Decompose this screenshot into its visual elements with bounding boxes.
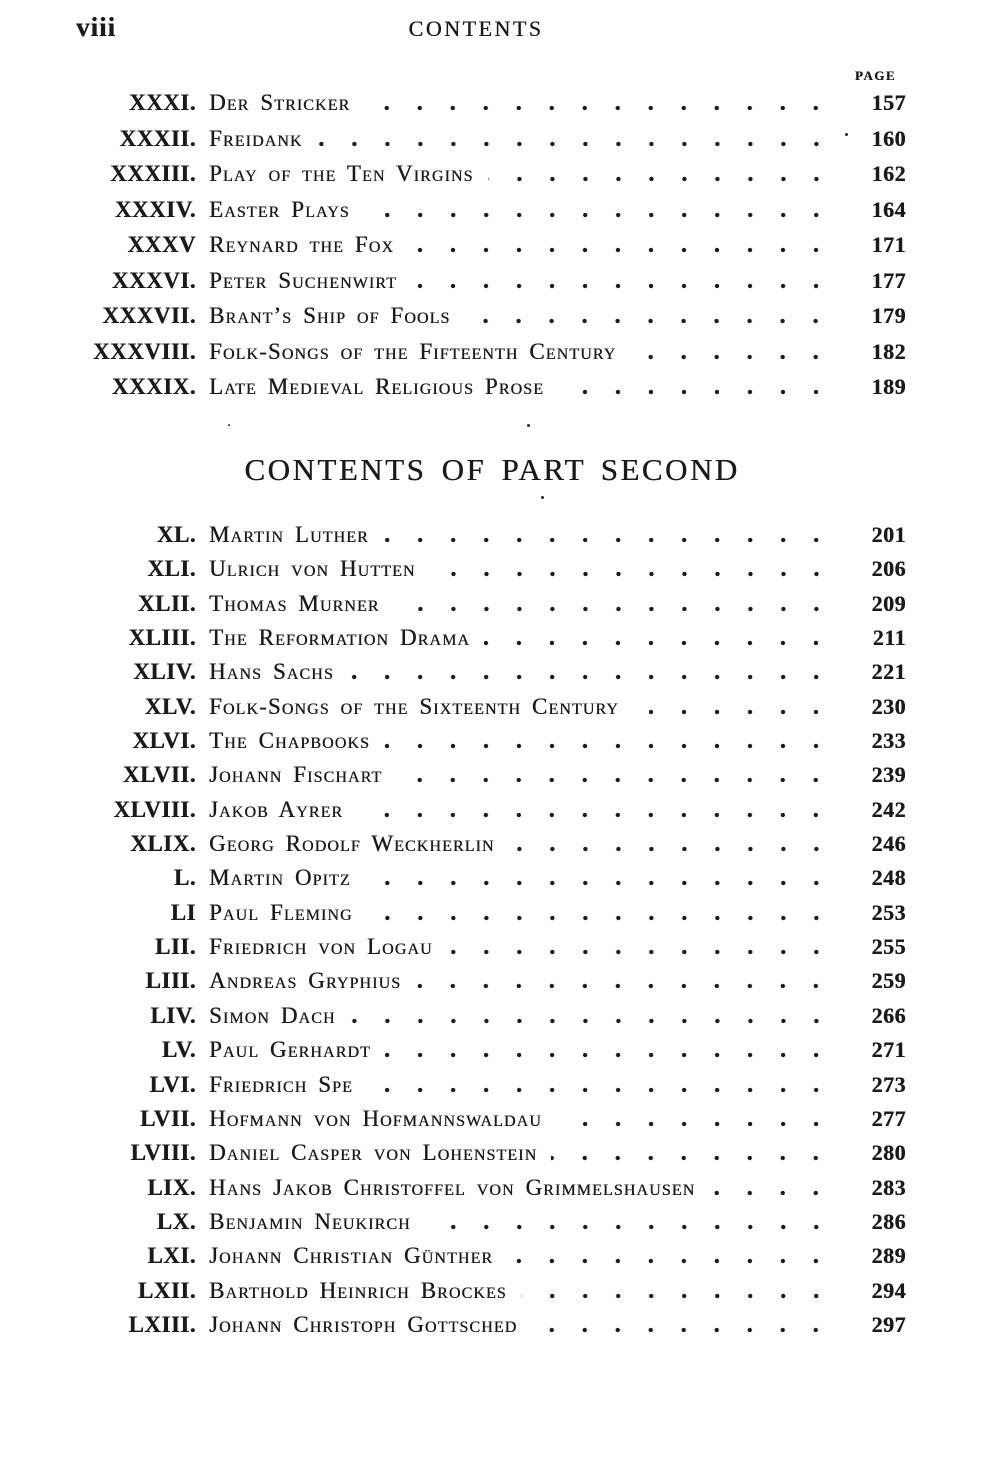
chapter-title: Benjamin Neukirch	[209, 1208, 411, 1234]
chapter-page-number: 206	[871, 556, 906, 582]
chapter-numeral: XLII.	[137, 590, 196, 616]
chapter-title: The Reformation Drama	[209, 625, 471, 651]
chapter-numeral: XLIV.	[133, 659, 196, 685]
chapter-page-number: 179	[871, 303, 906, 328]
toc-entry-row	[78, 793, 906, 827]
chapter-page-number: 230	[871, 693, 906, 719]
chapter-title: Paul Fleming	[209, 899, 353, 925]
chapter-numeral: LVIII.	[130, 1140, 196, 1166]
chapter-numeral: XL.	[156, 522, 196, 547]
chapter-page-number: 164	[871, 196, 906, 222]
chapter-page-number: 283	[871, 1174, 906, 1200]
chapter-page-number: 182	[871, 338, 906, 364]
chapter-title: Freidank	[209, 125, 303, 151]
toc-entry-row	[78, 587, 906, 621]
toc-entry-row	[78, 298, 906, 334]
toc-entry-row	[78, 999, 906, 1033]
scan-speck	[541, 496, 544, 499]
chapter-title: Friedrich von Logau	[209, 934, 433, 960]
chapter-title: Johann Fischart	[209, 762, 383, 788]
chapter-page-number: 286	[871, 1208, 906, 1234]
chapter-numeral: LIX.	[147, 1174, 196, 1200]
chapter-numeral: XLI.	[147, 556, 196, 582]
toc-entry-row	[78, 861, 906, 895]
chapter-numeral: LXI.	[147, 1243, 196, 1269]
toc-entry-row	[78, 724, 906, 758]
chapter-page-number: 157	[871, 90, 906, 115]
toc-entry-row	[78, 1068, 906, 1102]
chapter-title: Daniel Casper von Lohenstein	[209, 1140, 538, 1166]
toc-entry-row	[78, 758, 906, 792]
toc-entry-row	[78, 156, 906, 192]
chapter-title: Friedrich Spe	[209, 1071, 353, 1097]
chapter-title: Brant’s Ship of Fools	[209, 303, 451, 328]
chapter-numeral: LVII.	[140, 1105, 196, 1131]
toc-entry-row	[78, 1171, 906, 1205]
chapter-numeral: LI	[170, 899, 196, 925]
toc-entry-row	[78, 1308, 906, 1342]
toc-entry-row	[78, 1102, 906, 1136]
chapter-page-number: 171	[871, 232, 906, 257]
chapter-title: Play of the Ten Virgins	[209, 161, 474, 186]
chapter-title: Reynard the Fox	[209, 232, 395, 257]
chapter-page-number: 266	[871, 1002, 906, 1028]
chapter-numeral: LVI.	[149, 1071, 196, 1097]
chapter-numeral: LIII.	[145, 968, 196, 994]
chapter-page-number: 294	[871, 1277, 906, 1303]
toc-entry-row	[78, 621, 906, 655]
chapter-title: Martin Opitz	[209, 865, 351, 891]
toc-entry-row	[78, 1274, 906, 1308]
chapter-page-number: 201	[871, 522, 906, 547]
toc-entry-row	[78, 964, 906, 998]
scan-speck	[845, 133, 848, 136]
chapter-page-number: 297	[871, 1311, 906, 1337]
chapter-title: Folk-Songs of the Sixteenth Century	[209, 693, 619, 719]
chapter-title: Der Stricker	[209, 90, 351, 115]
contents-list-part-second	[78, 518, 906, 1342]
chapter-title: Johann Christian Günther	[209, 1243, 494, 1269]
chapter-page-number: 255	[871, 934, 906, 960]
chapter-page-number: 280	[871, 1140, 906, 1166]
chapter-title: Johann Christoph Gottsched	[209, 1311, 518, 1337]
chapter-page-number: 248	[871, 865, 906, 891]
chapter-title: Hofmann von Hofmannswaldau	[209, 1105, 542, 1131]
chapter-numeral: XLIX.	[130, 831, 196, 857]
chapter-title: Barthold Heinrich Brockes	[209, 1277, 507, 1303]
toc-entry-row	[78, 192, 906, 228]
chapter-title: Georg Rodolf Weckherlin	[209, 831, 495, 857]
chapter-numeral: XXXVI.	[111, 267, 196, 293]
chapter-page-number: 221	[871, 659, 906, 685]
toc-entry-row	[78, 655, 906, 689]
toc-entry-row	[78, 85, 906, 121]
chapter-title: Ulrich von Hutten	[209, 556, 416, 582]
chapter-numeral: XLV.	[144, 693, 196, 719]
chapter-page-number: 253	[871, 899, 906, 925]
toc-entry-row	[78, 334, 906, 370]
chapter-page-number: 160	[871, 125, 906, 151]
chapter-title: Peter Suchenwirt	[209, 267, 397, 293]
chapter-title: Folk-Songs of the Fifteenth Century	[209, 338, 617, 364]
toc-entry-row	[78, 121, 906, 157]
chapter-page-number: 189	[871, 374, 906, 399]
toc-entry-row	[78, 896, 906, 930]
chapter-title: Thomas Murner	[209, 590, 380, 616]
chapter-page-number: 277	[871, 1105, 906, 1131]
toc-entry-row	[78, 827, 906, 861]
toc-entry-row	[78, 518, 906, 552]
chapter-page-number: 242	[871, 796, 906, 822]
toc-entry-row	[78, 263, 906, 299]
scan-speck	[228, 424, 230, 426]
chapter-page-number: 271	[871, 1037, 906, 1063]
chapter-title: Simon Dach	[209, 1002, 336, 1028]
chapter-page-number: 177	[871, 267, 906, 293]
chapter-numeral: LV.	[161, 1037, 196, 1063]
chapter-title: Easter Plays	[209, 196, 350, 222]
chapter-title: Martin Luther	[209, 522, 369, 547]
chapter-numeral: XXXII.	[119, 125, 196, 151]
toc-entry-row	[78, 690, 906, 724]
chapter-numeral: LII.	[155, 934, 196, 960]
toc-entry-row	[78, 369, 906, 405]
folio-page-number: viii	[76, 12, 117, 42]
chapter-numeral: XLVII.	[122, 762, 196, 788]
toc-entry-row	[78, 1033, 906, 1067]
chapter-numeral: LX.	[156, 1208, 196, 1234]
chapter-numeral: XXXIV.	[114, 196, 196, 222]
chapter-numeral: LXII.	[137, 1277, 196, 1303]
chapter-title: Jakob Ayrer	[209, 796, 344, 822]
toc-entry-row	[78, 1136, 906, 1170]
chapter-title: Hans Sachs	[209, 659, 334, 685]
chapter-page-number: 233	[871, 728, 906, 754]
chapter-title: Hans Jakob Christoffel von Grimmelshausen	[209, 1174, 696, 1200]
chapter-numeral: LXIII.	[128, 1311, 196, 1337]
page-column-label: PAGE	[854, 68, 896, 83]
chapter-page-number: 162	[871, 161, 906, 186]
chapter-page-number: 259	[871, 968, 906, 994]
running-head-title: CONTENTS	[408, 16, 544, 41]
chapter-title: Late Medieval Religious Prose	[209, 374, 545, 399]
toc-entry-row	[78, 1239, 906, 1273]
chapter-numeral: XXXV	[127, 232, 196, 257]
chapter-numeral: XLVI.	[132, 728, 196, 754]
part-second-heading: CONTENTS OF PART SECOND	[244, 452, 740, 487]
toc-entry-row	[78, 552, 906, 586]
contents-list-part-first	[78, 85, 906, 405]
chapter-numeral: XLVIII.	[113, 796, 196, 822]
chapter-numeral: L.	[173, 865, 196, 891]
chapter-numeral: XXXI.	[128, 90, 196, 115]
toc-entry-row	[78, 1205, 906, 1239]
chapter-page-number: 209	[871, 590, 906, 616]
chapter-page-number: 273	[871, 1071, 906, 1097]
chapter-numeral: XLIII.	[128, 625, 196, 651]
scan-speck	[527, 424, 530, 427]
chapter-title: Paul Gerhardt	[209, 1037, 371, 1063]
chapter-title: The Chapbooks	[209, 728, 371, 754]
chapter-page-number: 211	[872, 625, 906, 651]
chapter-page-number: 246	[871, 831, 906, 857]
toc-entry-row	[78, 930, 906, 964]
chapter-title: Andreas Gryphius	[209, 968, 402, 994]
toc-entry-row	[78, 227, 906, 263]
chapter-numeral: LIV.	[150, 1002, 196, 1028]
chapter-numeral: XXXVIII.	[92, 338, 196, 364]
chapter-page-number: 289	[871, 1243, 906, 1269]
chapter-page-number: 239	[871, 762, 906, 788]
chapter-numeral: XXXVII.	[102, 303, 196, 328]
chapter-numeral: XXXIII.	[110, 161, 196, 186]
chapter-numeral: XXXIX.	[111, 374, 196, 399]
